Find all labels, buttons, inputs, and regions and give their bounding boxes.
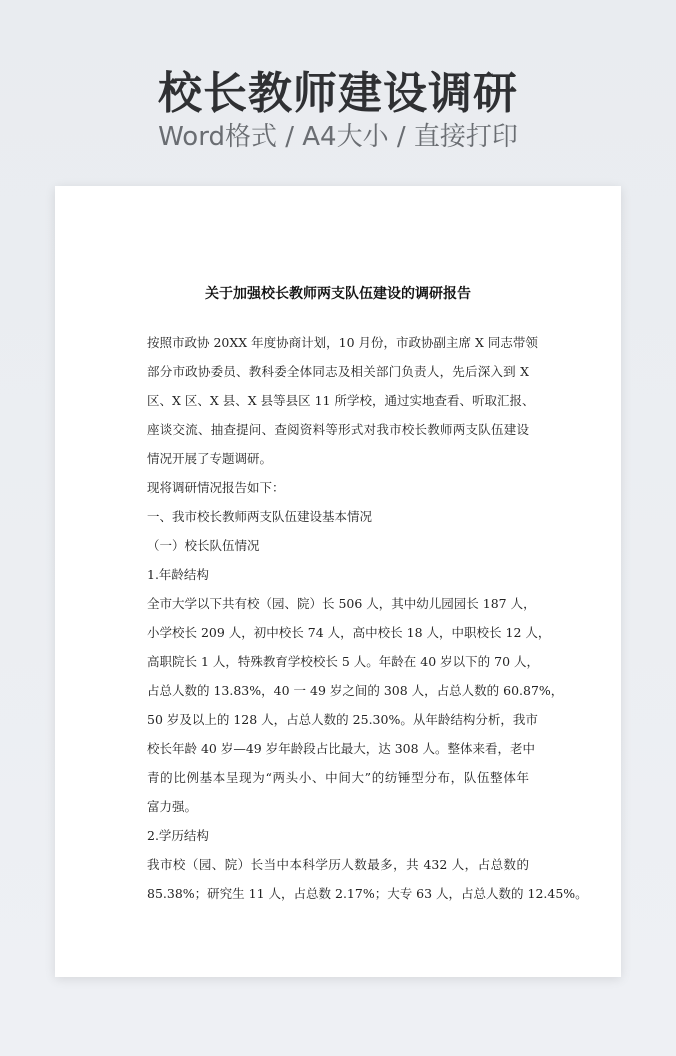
paragraph-line: 50 岁及以上的 128 人，占总人数的 25.30%。从年龄结构分析，我市 [147,712,538,727]
paragraph-line: 高职院长 1 人，特殊教育学校校长 5 人。年龄在 40 岁以下的 70 人， [147,654,540,669]
paragraph-line: 座谈交流、抽查提问、查阅资料等形式对我市校长教师两支队伍建设 [147,422,529,437]
item-heading: 1.年龄结构 [147,567,209,582]
banner [0,0,676,186]
document-body [147,328,588,908]
paragraph-line: 区、X 区、X 县、X 县等县区 11 所学校，通过实地查看、听取汇报、 [147,393,535,408]
paragraph-line: 部分市政协委员、教科委全体同志及相关部门负责人，先后深入到 X [147,364,529,379]
paragraph-line: 按照市政协 20XX 年度协商计划，10 月份，市政协副主席 X 同志带领 [147,335,538,350]
paragraph-line: 校长年龄 40 岁—49 岁年龄段占比最大，达 308 人。整体来看，老中 [147,741,536,756]
subsection-heading: （一）校长队伍情况 [147,538,260,553]
banner-subtitle: Word格式 / A4大小 / 直接打印 [158,122,518,152]
document-page [55,186,621,977]
paragraph-line: 情况开展了专题调研。 [147,451,273,466]
paragraph-line: 青的比例基本呈现为“两头小、中间大”的纺锤型分布，队伍整体年 [147,770,529,785]
paragraph-line: 富力强。 [147,799,198,814]
item-heading: 2.学历结构 [147,828,209,843]
paragraph-line: 85.38%；研究生 11 人，占总数 2.17%；大专 63 人，占总人数的 12.45%。 [147,886,588,901]
paragraph-line: 现将调研情况报告如下： [147,480,285,495]
section-heading: 一、我市校长教师两支队伍建设基本情况 [147,509,373,524]
paragraph-line: 全市大学以下共有校（园、院）长 506 人，其中幼儿园园长 187 人， [147,596,536,611]
document-title: 关于加强校长教师两支队伍建设的调研报告 [205,286,471,302]
banner-title: 校长教师建设调研 [158,68,518,119]
paragraph-line: 小学校长 209 人，初中校长 74 人，高中校长 18 人，中职校长 12 人， [147,625,551,640]
paragraph-line: 占总人数的 13.83%，40 一 49 岁之间的 308 人，占总人数的 60.87%， [147,683,564,698]
paragraph-line: 我市校（园、院）长当中本科学历人数最多，共 432 人，占总数的 [147,857,529,872]
